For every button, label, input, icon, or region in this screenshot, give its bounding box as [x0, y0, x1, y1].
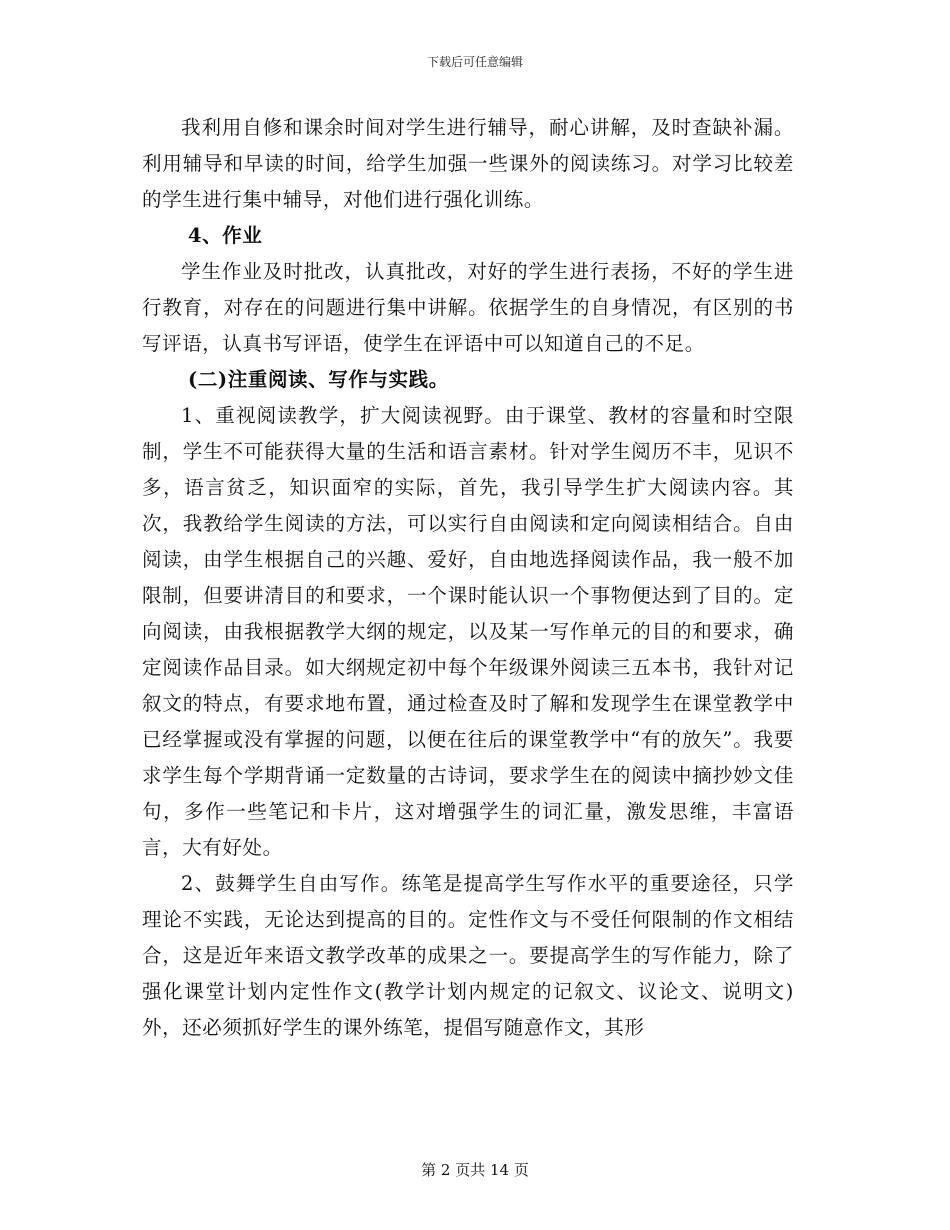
page-footer: 第 2 页共 14 页	[421, 1161, 529, 1179]
section-heading-homework: 4、作业	[188, 224, 263, 247]
paragraph-free-writing: 2、鼓舞学生自由写作。练笔是提高学生写作水平的重要途径，只学理论不实践，无论达到提高的目的。定性作文与不受任何限制的作文相结合，这是近年来语文教学改革的成果之一。要提高学生的写作能力，除了强化课堂计划内定性作文(教学计划内规定的记叙文、议论文、说明文)外，还必须抓好学生的课外练笔，提倡写随意作文，其形	[142, 872, 794, 1039]
paragraph-tutoring: 我利用自修和课余时间对学生进行辅导，耐心讲解，及时查缺补漏。利用辅导和早读的时间，给学生加强一些课外的阅读练习。对学习比较差的学生进行集中辅导，对他们进行强化训练。	[142, 116, 794, 211]
document-body	[142, 110, 794, 1046]
paragraph-homework: 学生作业及时批改，认真批改，对好的学生进行表扬，不好的学生进行教育，对存在的问题进行集中讲解。依据学生的自身情况，有区别的书写评语，认真书写评语，使学生在评语中可以知道自己的不足。	[142, 260, 794, 355]
section-heading-reading-writing: (二)注重阅读、写作与实践。	[188, 368, 449, 391]
paragraph-reading-teaching: 1、重视阅读教学，扩大阅读视野。由于课堂、教材的容量和时空限制，学生不可能获得大量的生活和语言素材。针对学生阅历不丰，见识不多，语言贫乏，知识面窄的实际，首先，我引导学生扩大阅读内容。其次，我教给学生阅读的方法，可以实行自由阅读和定向阅读相结合。自由阅读，由学生根据自己的兴趣、爱好，自由地选择阅读作品，我一般不加限制，但要讲清目的和要求，一个课时能认识一个事物便达到了目的。定向阅读，由我根据教学大纲的规定，以及某一写作单元的目的和要求，确定阅读作品目录。如大纲规定初中每个年级课外阅读三五本书，我针对记叙文的特点，有要求地布置，通过检查及时了解和发现学生在课堂教学中已经掌握或没有掌握的问题，以便在往后的课堂教学中“有的放矢”。我要求学生每个学期背诵一定数量的古诗词，要求学生在的阅读中摘抄妙文佳句，多作一些笔记和卡片，这对增强学生的词汇量，激发思维，丰富语言，大有好处。	[142, 404, 794, 859]
page-header: 下载后可任意编辑	[426, 55, 523, 69]
